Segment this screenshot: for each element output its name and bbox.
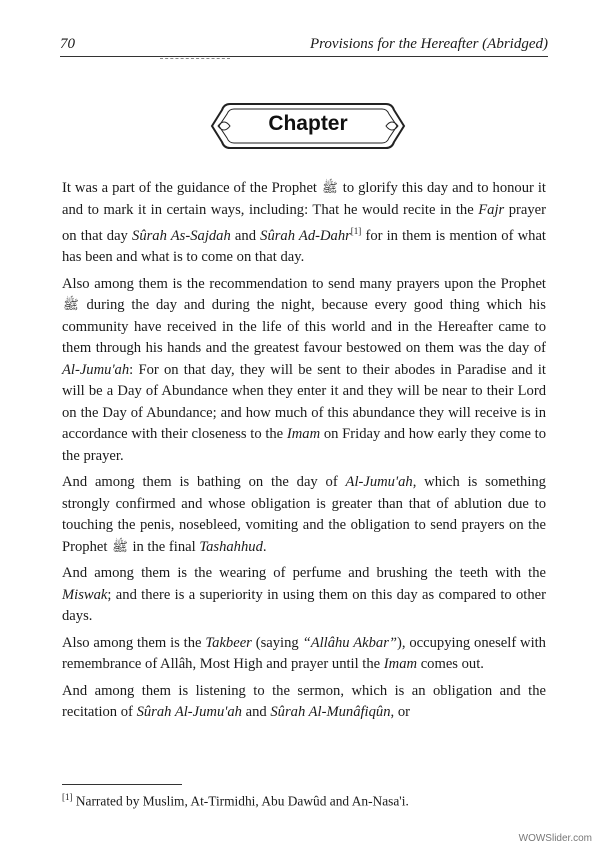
term-imam: Imam: [286, 426, 321, 443]
term-surah-sajdah: Sûrah As-Sajdah: [132, 227, 231, 244]
text-run: And among them is the wearing of perfume and brushing the teeth with the: [62, 565, 546, 582]
text-run: comes out.: [420, 656, 484, 673]
text-run: Also among them is the: [62, 634, 202, 651]
term-miswak: Miswak: [62, 586, 108, 603]
term-fajr: Fajr: [478, 201, 505, 218]
text-run: And among them is listening to the sermon, which is an obligation and the recitation of: [62, 682, 546, 721]
term-takbeer: Takbeer: [205, 634, 252, 651]
text-run: ), occupying oneself with remembrance of Allâh, Most High and prayer until the: [62, 634, 546, 673]
prophet-honorific-icon: ﷺ: [63, 298, 79, 314]
text-run: It was a part of the guidance of the Prophet: [62, 180, 317, 196]
prophet-honorific-icon: ﷺ: [112, 539, 128, 555]
footnote-text: Narrated by Muslim, At-Tirmidhi, Abu Dawûd and An-Nasa'i.: [75, 793, 409, 809]
chapter-heading: [210, 100, 406, 152]
footnote: [62, 788, 546, 810]
paragraph: [62, 178, 546, 269]
paragraph: [62, 472, 546, 558]
header-decoration: [160, 58, 230, 60]
book-title: Provisions for the Hereafter (Abridged): [309, 36, 548, 52]
text-run: prayer on that day: [62, 201, 547, 244]
term-jumuah: Al-Jumu'ah: [62, 361, 130, 378]
text-run: ; and there is a superiority in using them on this day as compared to other days.: [62, 586, 546, 625]
text-run: in the final: [132, 538, 196, 555]
text-run: and: [234, 227, 256, 244]
running-header: [60, 36, 548, 57]
text-run: during the day and during the night, because every good thing which his community have received in the life of this world and in the Hereafter came to them through his hands and the greatest favour bestowed on them was the day of: [62, 297, 546, 357]
prophet-honorific-icon: ﷺ: [322, 181, 338, 196]
text-run: Also among them is the recommendation to send many prayers upon the Prophet: [62, 275, 546, 292]
term-surah-munafiqun: Sûrah Al-Munâfiqûn: [270, 704, 391, 721]
text-run: and: [245, 704, 267, 721]
term-allahu-akbar: “Allâhu Akbar”: [302, 634, 397, 651]
text-run: for in them is mention of what has been and what is to come on that day.: [62, 227, 546, 266]
term-surah-dahr: Sûrah Ad-Dahr: [260, 227, 351, 244]
term-jumuah: Al-Jumu'ah: [345, 474, 413, 491]
term-surah-jumuah: Sûrah Al-Jumu'ah: [136, 704, 242, 721]
text-run: (saying: [255, 634, 299, 651]
text-run: : For on that day, they will be sent to their abodes in Paradise and it will be a Day of Abundance when they enter it and they will be near to their Lord on the Day of Abundance; and how much of this abundance they will receive is in accordance with their closeness to the: [62, 361, 546, 443]
watermark: WOWSlider.com: [518, 833, 592, 844]
footnote-marker: [1]: [62, 792, 73, 802]
term-imam: Imam: [383, 656, 418, 673]
paragraph: [62, 633, 546, 676]
footnote-divider: [62, 784, 182, 785]
paragraph: [62, 274, 546, 468]
paragraph: [62, 681, 546, 724]
chapter-title: Chapter: [268, 112, 348, 135]
paragraph: [62, 563, 546, 628]
text-run: , which is something strongly confirmed and whose obligation is greater than that of ablution due to touching the penis, nosebleed, vomiting and the obligation to send prayers on the Prophet: [62, 474, 546, 555]
text-run: And among them is bathing on the day of: [62, 474, 338, 491]
text-run: .: [262, 538, 267, 555]
body-text: [62, 178, 546, 729]
term-tashahhud: Tashahhud: [199, 538, 263, 555]
text-run: on Friday and how early they come to the prayer.: [62, 426, 546, 464]
text-run: to glorify this day and to honour it and to mark it in certain ways, including: That he would recite in the: [62, 180, 546, 218]
text-run: , or: [390, 704, 410, 721]
footnote-ref: [1]: [350, 226, 362, 236]
page-number: 70: [60, 36, 75, 52]
